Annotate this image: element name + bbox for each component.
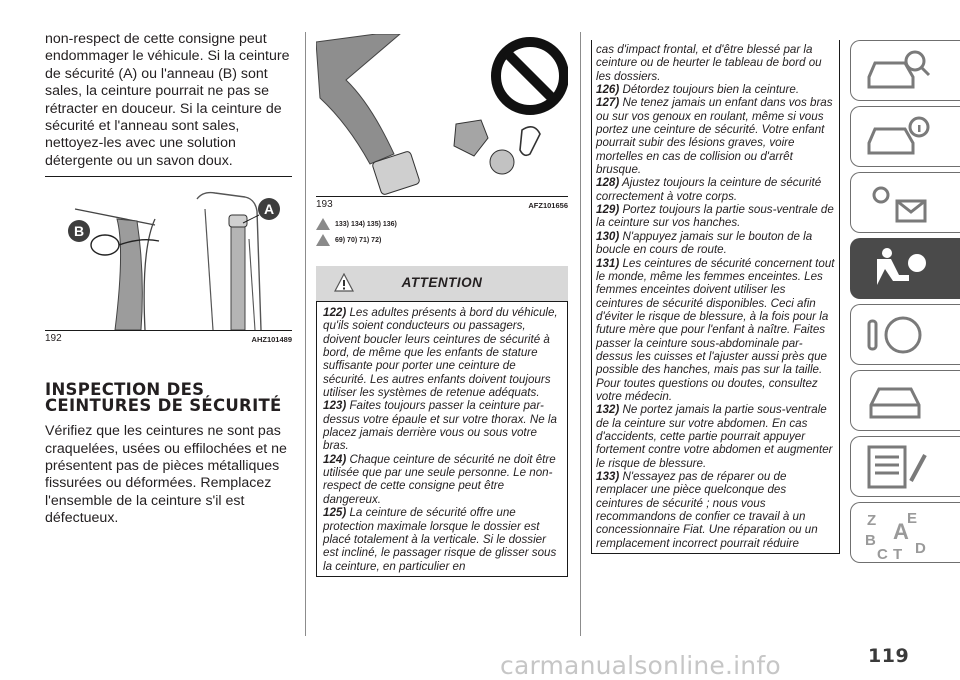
attention-box: [316, 301, 568, 577]
warning-text: Portez toujours la partie sous-ventrale de la ceinture sur vos hanches.: [596, 203, 834, 230]
warning-text: N'appuyez jamais sur le bouton de la boucle en cours de route.: [596, 229, 813, 257]
caution-triangle-icon: [316, 234, 330, 246]
reference-row: [316, 232, 568, 248]
figure-192-caption: [45, 330, 292, 344]
maintenance-list-icon: [863, 443, 933, 491]
figure-193-caption: [316, 196, 568, 210]
warning-text: Détordez toujours bien la ceinture.: [622, 83, 800, 97]
index-letter: D: [915, 540, 926, 557]
tab-safety[interactable]: [850, 238, 960, 299]
divider: [45, 176, 292, 177]
warning-number: 125): [323, 506, 347, 520]
section-heading: INSPECTION DES CEINTURES DE SÉCURITÉ: [45, 380, 282, 415]
car-info-icon: [863, 113, 933, 161]
warning-item: [596, 83, 835, 96]
warning-item: [596, 403, 835, 470]
column-divider: [580, 32, 581, 636]
column-2: [316, 0, 568, 577]
warning-item: [596, 257, 835, 404]
warning-item: [323, 453, 561, 506]
warning-item: [596, 176, 835, 203]
index-letter: Z: [867, 512, 877, 529]
warning-number: 128): [596, 176, 620, 190]
column-divider: [305, 32, 306, 636]
attention-title: ATTENTION: [401, 275, 483, 290]
warning-light-icon: [863, 179, 933, 227]
index-letter: E: [907, 510, 918, 527]
warning-number: 127): [596, 96, 620, 110]
figure-192-illustration: [45, 179, 292, 330]
tab-car-info[interactable]: [850, 106, 960, 167]
warning-item: [323, 399, 561, 452]
figure-193-illustration: [316, 34, 568, 196]
tab-maintenance[interactable]: [850, 436, 960, 497]
attention-box-continued: [591, 40, 840, 554]
warning-text: Les adultes présents à bord du véhicule, qu'ils soient conducteurs ou passagers, doivent boucler leurs ceintures de sécurité à bord, de même que les enfants de stature suffisante pour porter une ceinture de sécurité. Les autres enfants doivent toujours utiliser les systèmes de retenue adéquats.: [323, 306, 558, 400]
callout-a-label: A: [263, 201, 275, 218]
warning-item: [596, 470, 835, 550]
warning-item: [323, 306, 561, 399]
index-letter: C: [877, 546, 888, 561]
warning-number: 123): [323, 399, 347, 413]
car-front-icon: [863, 377, 933, 425]
warning-text: Ne portez jamais la partie sous-ventrale de la ceinture sur votre abdomen. En cas d'accidents, cette partie pourrait appuyer fortement contre votre abdomen et augmenter le risque de blessure.: [596, 403, 833, 470]
index-letter: A: [893, 519, 909, 544]
tab-starting-driving[interactable]: [850, 304, 960, 365]
car-search-icon: [863, 47, 933, 95]
tab-car-search[interactable]: [850, 40, 960, 101]
seatbelt-pillar-illustration: [45, 179, 292, 330]
tab-emergency[interactable]: [850, 370, 960, 431]
warning-item: [596, 203, 835, 230]
warning-number: 126): [596, 83, 620, 97]
reference-row: [316, 216, 568, 232]
twisted-belt-prohibited-illustration: [316, 34, 568, 196]
warning-number: 131): [596, 256, 620, 270]
warning-item: [323, 506, 561, 573]
warning-number: 130): [596, 229, 620, 243]
warning-number: 124): [323, 452, 347, 466]
reference-list: [316, 216, 568, 248]
tab-index[interactable]: [850, 502, 960, 563]
warning-number: 133): [596, 470, 620, 483]
warning-text: Ne tenez jamais un enfant dans vos bras ou sur vos genoux en roulant, même si vous portez une ceinture de sécurité. Votre enfant pourrait subir des lésions graves, voire mortelles en cas de collision ou d'arrêt brusque.: [596, 96, 833, 177]
section-paragraph: Vérifiez que les ceintures ne sont pas craquelées, usées ou effilochées et ne présentent pas de pièces métalliques fissurées ou déformées. Remplacez l'ensemble de la ceinture s'il est défectueux.: [45, 423, 287, 527]
warning-text: Les ceintures de sécurité concernent tout le monde, même les femmes enceintes. Les femmes enceintes doivent utiliser les ceintures de sécurité disponibles. Ceci afin d'éviter le risque de blessure, à la fois pour la future mère que pour l'enfant à naître. Faites passer la ceinture sous-abdominale par-dessus les cuisses et l'ajuster aussi près que possible des hanches, mais pas sur la taille. Pour toutes questions ou doutes, consultez votre médecin.: [596, 256, 835, 403]
index-letter: T: [893, 546, 903, 561]
warning-number: 132): [596, 403, 620, 417]
figure-code: AHZ101489: [251, 335, 292, 345]
warning-text: Ajustez toujours la ceinture de sécurité correctement à votre corps.: [596, 176, 822, 203]
warning-text: Faites toujours passer la ceinture par-dessus votre épaule et sur votre thorax. Ne la placez jamais derrière vous ou sous votre bras.: [323, 399, 557, 453]
callout-b-label: B: [73, 223, 85, 240]
tab-warning-lights[interactable]: [850, 172, 960, 233]
warning-text: La ceinture de sécurité offre une protection maximale lorsque le dossier est placé totalement à la verticale. Si le dossier est incliné, le passager risque de glisser sous la ceinture, en particulier en: [323, 506, 557, 573]
warning-number: 129): [596, 203, 620, 217]
warning-triangle-icon: [316, 218, 330, 230]
warning-item: [596, 96, 835, 176]
warning-text: Chaque ceinture de sécurité ne doit être utilisée que par une seule personne. Le non-respect de cette consigne peut être dangereux.: [323, 452, 556, 506]
seat-airbag-icon: [863, 245, 933, 293]
page-number: 119: [868, 645, 910, 667]
alphabetical-index-icon: [863, 509, 933, 561]
reference-numbers: 69) 70) 71) 72): [335, 236, 382, 244]
index-letter: B: [865, 532, 876, 549]
warning-number: 122): [323, 306, 347, 319]
continued-text: cas d'impact frontal, et d'être blessé par la ceinture ou de heurter le tableau de bord ou les dossiers.: [596, 43, 822, 83]
column-3: [591, 0, 840, 554]
warning-text: N'essayez pas de réparer ou de remplacer une pièce quelconque des ceintures de sécurité ; nous vous recommandons de confier ce travail à un concessionnaire Fiat. Une réparation ou un remplacement incorrect pourrait réduire: [596, 470, 818, 550]
warning-item: [596, 230, 835, 257]
reference-numbers: 133) 134) 135) 136): [335, 220, 397, 228]
watermark: carmanualsonline.info: [500, 651, 781, 680]
figure-code: AFZ101656: [528, 201, 568, 210]
attention-header: [316, 266, 568, 301]
figure-number: 193: [316, 199, 333, 210]
figure-number: 192: [45, 333, 62, 345]
intro-paragraph: non-respect de cette consigne peut endommager le véhicule. Si la ceinture de sécurité (A) ou l'anneau (B) sont sales, la ceinture pourrait ne pas se rétracter en douceur. Si la ceinture de sécurité et l'anneau sont sales, nettoyez-les avec une solution détergente ou un savon doux.: [45, 31, 290, 169]
column-1: [45, 0, 292, 528]
steering-key-icon: [863, 311, 933, 359]
